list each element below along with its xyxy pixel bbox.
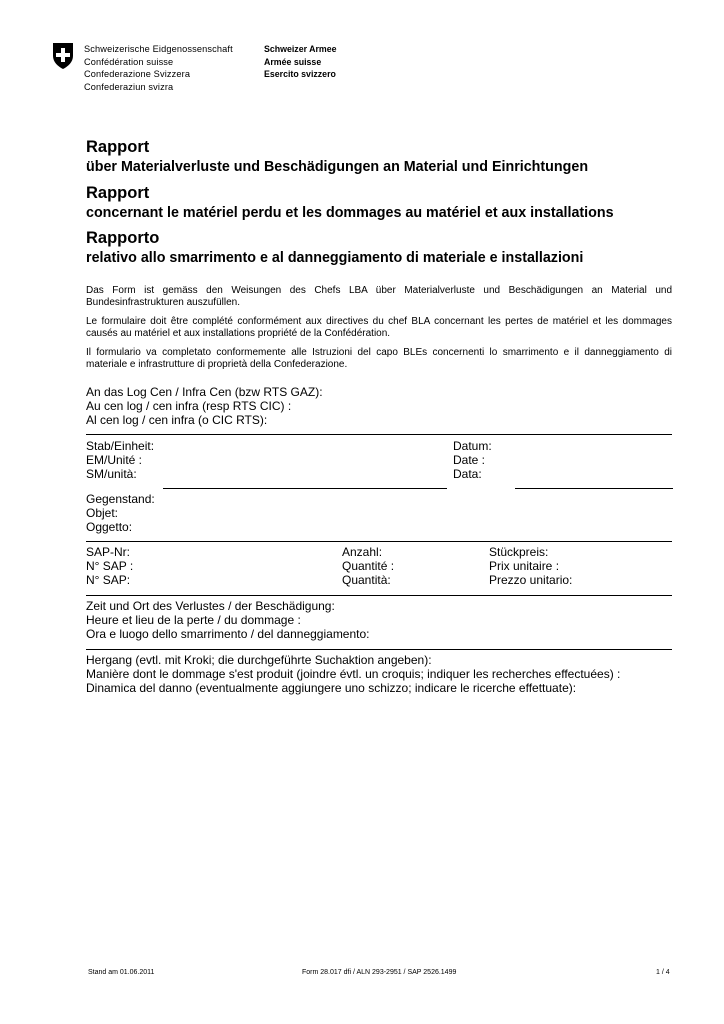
footer-date: Stand am 01.06.2011 xyxy=(88,969,155,976)
army-name-it: Esercito svizzero xyxy=(264,69,336,79)
quantity-field-label: Anzahl: Quantité : Quantità: xyxy=(342,545,395,587)
subtitle-de: über Materialverluste und Beschädigungen an Material und Einrichtungen xyxy=(86,159,589,175)
intro-it: Il formulario va completato conformemente alle Istruzioni del capo BLEs concernenti lo smarrimento e il danneggiamento di materiale e infrastrutture di proprietà della Confederazione. xyxy=(86,347,672,370)
intro-de: Das Form ist gemäss den Weisungen des Chefs LBA über Materialverluste und Beschädigungen an Material und Bundesinfrastrukturen auszufüllen. xyxy=(86,285,672,308)
swiss-cross-shield-icon xyxy=(52,42,74,70)
subtitle-it: relativo allo smarrimento e al danneggiamento di materiale e installazioni xyxy=(86,250,584,266)
title-fr: Rapport xyxy=(86,184,150,202)
federation-name-de: Schweizerische Eidgenossenschaft xyxy=(84,44,233,54)
object-field-label: Gegenstand: Objet: Oggetto: xyxy=(86,492,155,534)
subtitle-fr: concernant le matériel perdu et les dommages au matériel et aux installations xyxy=(86,205,614,221)
footer-page-number: 1 / 4 xyxy=(656,969,670,976)
date-input-line[interactable] xyxy=(515,488,673,489)
date-field-label: Datum: Date : Data: xyxy=(453,439,492,481)
army-name-de: Schweizer Armee xyxy=(264,44,337,54)
footer-form-number: Form 28.017 dfi / ALN 293-2951 / SAP 2526.1499 xyxy=(302,969,457,976)
divider xyxy=(86,595,672,596)
course-field-label: Hergang (evtl. mit Kroki; die durchgeführte Suchaktion angeben): Manière dont le dommage s'est produit (joindre évtl. un croquis; indiquer les recherches effectuées) : Dinamica del danno (eventualmente aggiungere uno schizzo; indicare le ricerche effettuate): xyxy=(86,653,621,695)
divider xyxy=(86,649,672,650)
unit-field-label: Stab/Einheit: EM/Unité : SM/unità: xyxy=(86,439,155,481)
army-name-fr: Armée suisse xyxy=(264,56,322,67)
federation-name-rm: Confederaziun svizra xyxy=(84,81,174,92)
federation-names xyxy=(84,43,233,93)
title-de: Rapport xyxy=(86,138,150,156)
army-names xyxy=(264,43,337,81)
title-it: Rapporto xyxy=(86,229,160,247)
intro-fr: Le formulaire doit être complété conformément aux directives du chef BLA concernant les pertes de matériel et les dommages causés au matériel et aux installations propriété de la Confédération. xyxy=(86,316,672,339)
divider xyxy=(86,434,672,435)
divider xyxy=(86,541,672,542)
time-place-field-label: Zeit und Ort des Verlustes / der Beschädigung: Heure et lieu de la perte / du dommage : Ora e luogo dello smarrimento / del danneggiamento: xyxy=(86,599,370,641)
federation-name-it: Confederazione Svizzera xyxy=(84,69,191,79)
recipient-label: An das Log Cen / Infra Cen (bzw RTS GAZ): Au cen log / cen infra (resp RTS CIC) : Al cen log / cen infra (o CIC RTS): xyxy=(86,385,323,427)
federation-name-fr: Confédération suisse xyxy=(84,56,174,67)
sap-field-label: SAP-Nr: N° SAP : N° SAP: xyxy=(86,545,134,587)
unit-price-field-label: Stückpreis: Prix unitaire : Prezzo unitario: xyxy=(489,545,573,587)
unit-input-line[interactable] xyxy=(163,488,447,489)
